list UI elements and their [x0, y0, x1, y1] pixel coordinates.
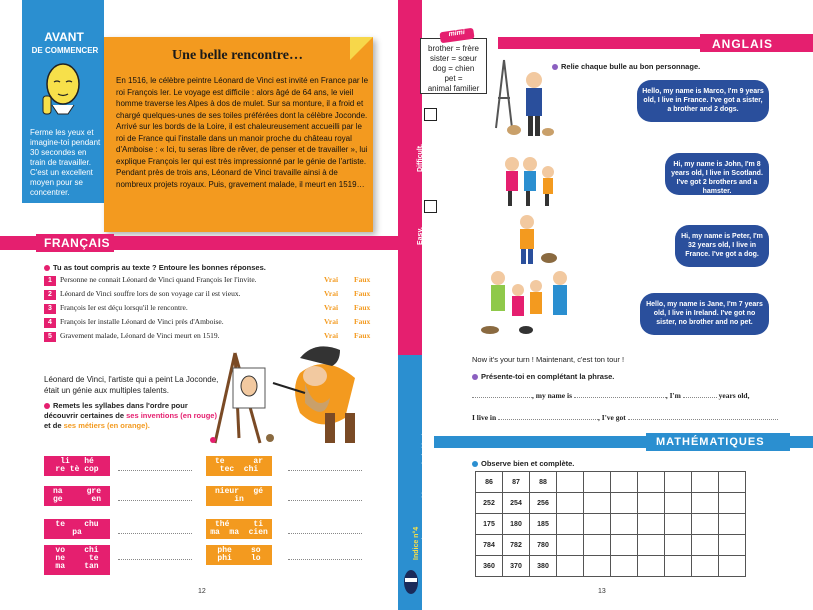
- statement-text: Gravement malade, Léonard de Vinci meurt en 1519.: [60, 331, 220, 340]
- easy-label-b: I like it.: [426, 221, 433, 245]
- grid-row: [476, 493, 746, 514]
- difficult-label-a: Difficult,: [417, 144, 424, 172]
- q2-text-red: ses inventions (en rouge): [126, 411, 217, 420]
- syllable-tile-invention: te chu pa: [44, 519, 110, 539]
- bullet-icon: [472, 374, 478, 380]
- page-number-left: 12: [198, 588, 206, 595]
- john-and-brothers-illustration: [500, 150, 560, 210]
- grid-blank-cell[interactable]: [719, 535, 746, 556]
- grid-given-cell: 86: [476, 472, 503, 493]
- statement-number: 2: [44, 290, 56, 300]
- fill2-a: I live in: [472, 413, 497, 422]
- fill2-b: , I've got: [598, 413, 626, 422]
- statement-row: [44, 303, 374, 315]
- grid-blank-cell[interactable]: [638, 556, 665, 577]
- clue-tag: Indice n°4: [413, 526, 420, 560]
- grid-blank-cell[interactable]: [611, 556, 638, 577]
- grid-blank-cell[interactable]: [665, 556, 692, 577]
- speech-bubble-john[interactable]: Hi, my name is John, I'm 8 years old, I live in Scotland. I've got 2 brothers and a hamster.: [665, 153, 769, 195]
- leonardo-painting-illustration: [205, 338, 385, 448]
- grid-blank-cell[interactable]: [611, 514, 638, 535]
- avant-sub-label: DE COMMENCER: [31, 46, 99, 55]
- grid-blank-cell[interactable]: [611, 472, 638, 493]
- grid-row: [476, 556, 746, 577]
- grid-blank-cell[interactable]: [584, 556, 611, 577]
- syllable-tile-invention: li hé re tè cop: [44, 456, 110, 476]
- answer-line[interactable]: [288, 470, 362, 471]
- grid-blank-cell[interactable]: [638, 493, 665, 514]
- grid-blank-cell[interactable]: [665, 472, 692, 493]
- fill1-b: , I'm: [665, 391, 681, 400]
- difficult-label-b: I don't like it.: [426, 129, 433, 172]
- vrai-option[interactable]: Vrai: [324, 275, 339, 284]
- grid-given-cell: 360: [476, 556, 503, 577]
- grid-blank-cell[interactable]: [665, 514, 692, 535]
- page-number-right: 13: [598, 588, 606, 595]
- syllable-tile-invention: na gre ge en: [44, 486, 110, 506]
- grid-blank-cell[interactable]: [611, 493, 638, 514]
- grid-blank-cell[interactable]: [692, 556, 719, 577]
- grid-blank-cell[interactable]: [692, 472, 719, 493]
- bullet-icon: [44, 403, 50, 409]
- statement-row: [44, 275, 374, 287]
- syllable-tile-profession: te ar tec chi: [206, 456, 272, 476]
- statement-text: François Ier installe Léonard de Vinci près d'Amboise.: [60, 317, 224, 326]
- clue-text-content: Les voleurs se sont bien amusés à dévaler les pistes de ski, près de l'Italie !: [422, 427, 437, 560]
- q2-text-orange: ses métiers (en orange).: [63, 421, 150, 430]
- anglais-tab: ANGLAIS: [700, 34, 813, 52]
- speech-bubble-jane[interactable]: Hello, my name is Jane, I'm 7 years old, I live in Ireland. I've got no sister, no brother and no pet.: [640, 293, 769, 335]
- speech-bubble-peter[interactable]: Hi, my name is Peter, I'm 32 years old, I live in France. I've got a dog.: [675, 225, 769, 267]
- faux-option[interactable]: Faux: [354, 303, 371, 312]
- statement-number: 3: [44, 304, 56, 314]
- statement-text: Personne ne connait Léonard de Vinci quand François Ier l'invite.: [60, 275, 257, 284]
- vrai-option[interactable]: Vrai: [324, 317, 339, 326]
- faux-option[interactable]: Faux: [354, 289, 371, 298]
- intro-text: Léonard de Vinci, l'artiste qui a peint La Joconde, était un génie aux multiples talents.: [44, 375, 219, 395]
- grid-row: [476, 472, 746, 493]
- grid-blank-cell[interactable]: [692, 514, 719, 535]
- vocab-line: animal familier: [427, 84, 480, 93]
- answer-line[interactable]: [118, 500, 192, 501]
- answer-line[interactable]: [118, 559, 192, 560]
- easy-checkbox[interactable]: [424, 200, 437, 213]
- syllable-tile-profession: phe so phi lo: [206, 545, 272, 565]
- grid-given-cell: 87: [503, 472, 530, 493]
- fill-sentence-1: [472, 391, 802, 400]
- maths-question: [472, 459, 772, 468]
- grid-blank-cell[interactable]: [665, 535, 692, 556]
- anglais-question-2-text: Présente-toi en complétant la phrase.: [481, 372, 615, 381]
- grid-row: [476, 535, 746, 556]
- q2-text-a: Remets les syllabes dans l'ordre pour découvrir certaines de: [44, 401, 188, 420]
- anglais-question-2: [472, 372, 772, 381]
- statement-text: Léonard de Vinci souffre lors de son voyage car il est vieux.: [60, 289, 241, 298]
- grid-given-cell: 370: [503, 556, 530, 577]
- grid-blank-cell[interactable]: [584, 472, 611, 493]
- story-title: Une belle rencontre…: [172, 48, 303, 63]
- vocab-line: dog = chien: [432, 64, 475, 73]
- grid-blank-cell[interactable]: [611, 535, 638, 556]
- grid-given-cell: 784: [476, 535, 503, 556]
- thinking-face-icon: [40, 58, 86, 122]
- question-1: [44, 263, 374, 272]
- grid-blank-cell[interactable]: [557, 472, 584, 493]
- statement-text: François Ier est déçu lorsqu'il le rencontre.: [60, 303, 188, 312]
- story-text: En 1516, le célèbre peintre Léonard de Vinci est invité en France par le roi François Ier. Le voyage est difficile : alors âgé de 64 ans, le vieil homme traverse les Alpes à dos de mulet. Sur sa monture, il a froid et chargé quelques-unes de ses toiles préférées dont la célèbre Joconde. Arrivé sur les bords de la Loire, il est chaleureusement accueilli par le roi de France qui l'installe dans un manoir proche du château royal d'Amboise : « Ici, tu seras libre de rêver, de penser et de travailler », lui explique François Ier qui est très impressionné par le génie de l'artiste. Pendant près de trois ans, Léonard de Vinci travaille ainsi à de nombreux projets royaux. Puis, gravement malade, il meurt en 1519…: [116, 76, 369, 189]
- answer-line[interactable]: [118, 470, 192, 471]
- vrai-option[interactable]: Vrai: [324, 331, 339, 340]
- grid-given-cell: 185: [530, 514, 557, 535]
- grid-given-cell: 180: [503, 514, 530, 535]
- mini-tag: mimi: [439, 28, 474, 44]
- syllable-tile-invention: vo chi ne te ma tan: [44, 545, 110, 575]
- grid-blank-cell[interactable]: [719, 472, 746, 493]
- grid-given-cell: 256: [530, 493, 557, 514]
- maths-question-text: Observe bien et complète.: [481, 459, 575, 468]
- mini-vocabulary-box: [420, 38, 487, 94]
- syllable-tile-profession: thé ti ma ma cien: [206, 519, 272, 539]
- speech-bubble-marco[interactable]: Hello, my name is Marco, I'm 9 years old, I live in France. I've got a sister, a brother and 2 dogs.: [637, 80, 769, 122]
- fill1-a: , my name is: [532, 391, 572, 400]
- statement-row: [44, 289, 374, 301]
- answer-line[interactable]: [288, 559, 362, 560]
- faux-option[interactable]: Faux: [354, 331, 371, 340]
- vrai-option[interactable]: Vrai: [324, 303, 339, 312]
- blank-hello[interactable]: [472, 397, 532, 398]
- grid-blank-cell[interactable]: [638, 514, 665, 535]
- grid-blank-cell[interactable]: [692, 535, 719, 556]
- question-1-text: Tu as tout compris au texte ? Entoure les bonnes réponses.: [53, 263, 266, 272]
- grid-given-cell: 88: [530, 472, 557, 493]
- grid-blank-cell[interactable]: [584, 535, 611, 556]
- maths-tab: MATHÉMATIQUES: [646, 433, 790, 451]
- grid-given-cell: 252: [476, 493, 503, 514]
- blank-family[interactable]: [628, 419, 778, 420]
- jane-and-family-illustration: [480, 268, 580, 336]
- vocab-line: pet =: [444, 74, 463, 83]
- fill1-c: years old,: [718, 391, 750, 400]
- grid-blank-cell[interactable]: [557, 556, 584, 577]
- statement-number: 4: [44, 318, 56, 328]
- bullet-icon: [472, 461, 478, 467]
- number-sequence-grid: [475, 471, 746, 577]
- peter-and-dog-illustration: [505, 212, 560, 267]
- question-2: [44, 401, 219, 431]
- easy-label-a: Easy,: [417, 227, 424, 245]
- vocab-line: brother = frère: [428, 44, 479, 53]
- grid-given-cell: 380: [530, 556, 557, 577]
- fill-sentence-2: [472, 413, 802, 422]
- spine-pink-band: [398, 0, 422, 355]
- grid-blank-cell[interactable]: [665, 493, 692, 514]
- grid-blank-cell[interactable]: [692, 493, 719, 514]
- grid-blank-cell[interactable]: [638, 472, 665, 493]
- grid-blank-cell[interactable]: [719, 514, 746, 535]
- grid-given-cell: 254: [503, 493, 530, 514]
- answer-line[interactable]: [118, 533, 192, 534]
- your-turn-text: Now it's your turn ! Maintenant, c'est ton tour !: [472, 355, 625, 364]
- avant-label: AVANT: [44, 30, 84, 44]
- faux-option[interactable]: Faux: [354, 317, 371, 326]
- grid-blank-cell[interactable]: [638, 535, 665, 556]
- vrai-option[interactable]: Vrai: [324, 289, 339, 298]
- q2-text-b: et de: [44, 421, 64, 430]
- anglais-question-1: [552, 62, 772, 71]
- blank-country[interactable]: [498, 419, 598, 420]
- grid-given-cell: 782: [503, 535, 530, 556]
- grid-blank-cell[interactable]: [557, 514, 584, 535]
- syllable-tile-profession: nieur gé in: [206, 486, 272, 506]
- grid-row: [476, 514, 746, 535]
- statement-number: 5: [44, 332, 56, 342]
- concentration-tip: Ferme les yeux et imagine-toi pendant 30 secondes en train de travailler. C'est un excellent moyen pour se concentrer.: [30, 128, 101, 197]
- statement-number: 1: [44, 276, 56, 286]
- spine-question: Pour toi, l'anglais c'est :: [423, 265, 430, 345]
- grid-blank-cell[interactable]: [719, 493, 746, 514]
- blank-name[interactable]: [574, 397, 666, 398]
- anglais-question-1-text: Relie chaque bulle au bon personnage.: [561, 62, 701, 71]
- grid-blank-cell[interactable]: [584, 514, 611, 535]
- marco-and-dogs-illustration: [492, 58, 554, 140]
- blank-age[interactable]: [683, 397, 717, 398]
- difficult-checkbox[interactable]: [424, 108, 437, 121]
- answer-line[interactable]: [288, 533, 362, 534]
- grid-given-cell: 780: [530, 535, 557, 556]
- grid-blank-cell[interactable]: [557, 493, 584, 514]
- spy-mascot-icon: [403, 566, 419, 596]
- answer-line[interactable]: [288, 500, 362, 501]
- statement-row: [44, 317, 374, 329]
- francais-tab: FRANÇAIS: [36, 234, 114, 252]
- grid-given-cell: 175: [476, 514, 503, 535]
- grid-blank-cell[interactable]: [719, 556, 746, 577]
- bullet-icon: [44, 265, 50, 271]
- grid-blank-cell[interactable]: [584, 493, 611, 514]
- grid-blank-cell[interactable]: [557, 535, 584, 556]
- faux-option[interactable]: Faux: [354, 275, 371, 284]
- vocab-line: sister = sœur: [430, 54, 477, 63]
